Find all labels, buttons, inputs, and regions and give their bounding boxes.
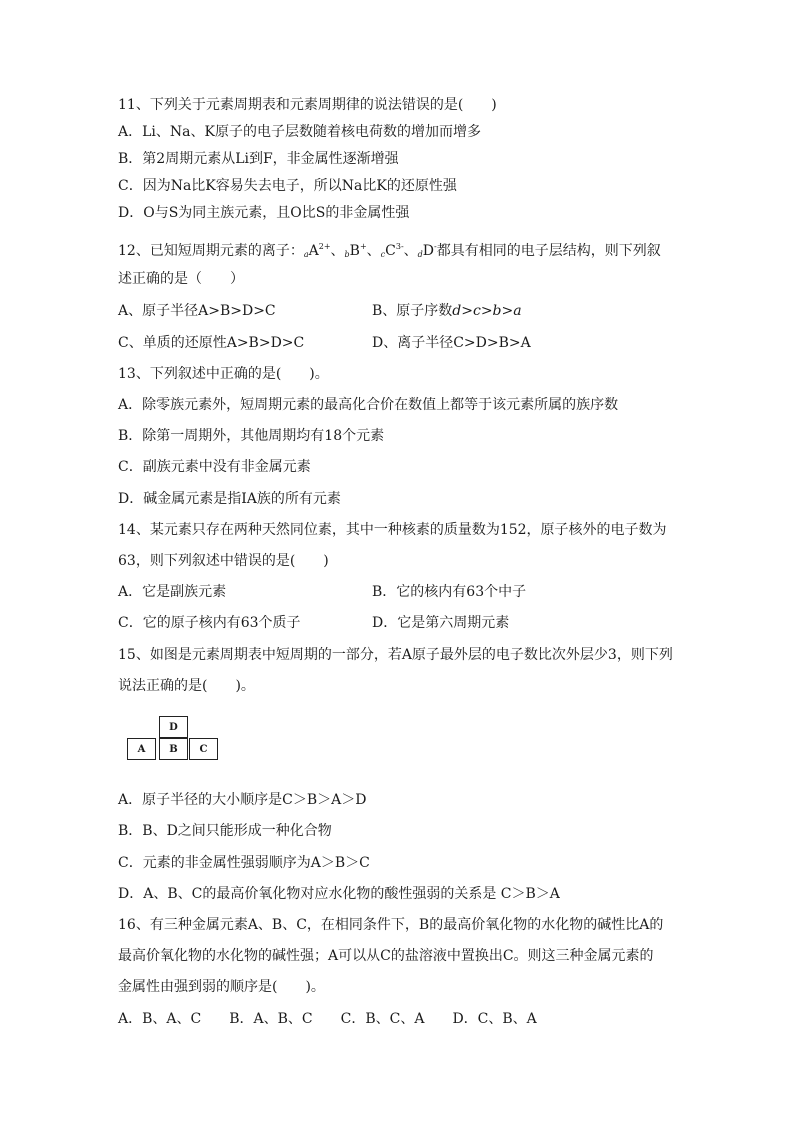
q12-stem-suffix: 都具有相同的电子层结构，则下列叙 xyxy=(436,243,661,259)
q15-option-b: B．B、D之间只能形成一种化合物 xyxy=(118,823,332,839)
q15-option-a: A．原子半径的大小顺序是C＞B＞A＞D xyxy=(118,792,367,808)
q11-option-a: A．Li、Na、K原子的电子层数随着核电荷数的增加而增多 xyxy=(118,124,481,140)
q13-option-b: B．除第一周期外，其他周期均有18个元素 xyxy=(118,428,385,444)
q11-option-d: D．O与S为同主族元素，且O比S的非金属性强 xyxy=(118,205,410,221)
q15-stem-line1: 15、如图是元素周期表中短周期的一部分，若A原子最外层的电子数比次外层少3，则下列 xyxy=(118,647,673,663)
q11-option-b: B．第2周期元素从Li到F，非金属性逐渐增强 xyxy=(118,151,399,167)
cell-a: A xyxy=(127,738,156,760)
cell-b: B xyxy=(159,738,188,760)
q11-option-c: C．因为Na比K容易失去电子，所以Na比K的还原性强 xyxy=(118,178,457,194)
q12-stem-line2: 述正确的是（ ） xyxy=(118,271,244,287)
q12-stem-line1: 12、已知短周期元素的离子：$_aA^{2+}$、$_b$B+、$_cC^{3-}$、$_d$D-都具有相同的电子层结构，则下列叙 xyxy=(118,242,661,259)
cell-c: C xyxy=(189,738,218,760)
q12-option-c: C、单质的还原性A>B>D>C xyxy=(118,335,305,351)
q13-stem: 13、下列叙述中正确的是( )。 xyxy=(118,366,329,382)
ion-d: $_d$D- xyxy=(417,242,437,259)
ion-a: $_aA^{2+}$ xyxy=(303,242,331,259)
ion-c: $_cC^{3-}$ xyxy=(380,242,404,259)
q16-stem-line3: 金属性由强到弱的顺序是( )。 xyxy=(118,979,325,995)
q15-stem-line2: 说法正确的是( )。 xyxy=(118,678,255,694)
q14-stem-line2: 63，则下列叙述中错误的是( ) xyxy=(118,553,329,569)
q12-option-d: D、离子半径C>D>B>A xyxy=(372,335,531,351)
q12-option-b-order: d>c>b>a xyxy=(452,303,522,319)
q16-options: A．B、A、C B．A、B、C C．B、C、A D．C、B、A xyxy=(118,1011,537,1027)
cell-d: D xyxy=(159,716,188,738)
periodic-table-fragment xyxy=(127,716,219,764)
q13-option-a: A．除零族元素外，短周期元素的最高化合价在数值上都等于该元素所属的族序数 xyxy=(118,397,619,413)
q12-option-a: A、原子半径A>B>D>C xyxy=(118,303,276,319)
q12-option-b: B、原子序数d>c>b>a xyxy=(372,303,522,319)
ion-b: $_b$B+ xyxy=(344,242,367,259)
q14-stem-line1: 14、某元素只存在两种天然同位素，其中一种核素的质量数为152，原子核外的电子数为 xyxy=(118,522,667,538)
q14-option-c: C．它的原子核内有63个质子 xyxy=(118,615,301,631)
q15-option-d: D．A、B、C的最高价氧化物对应水化物的酸性强弱的关系是 C＞B＞A xyxy=(118,886,560,902)
q13-option-c: C．副族元素中没有非金属元素 xyxy=(118,459,311,475)
q15-option-c: C．元素的非金属性强弱顺序为A＞B＞C xyxy=(118,855,370,871)
q16-stem-line1: 16、有三种金属元素A、B、C，在相同条件下，B的最高价氧化物的水化物的碱性比A的 xyxy=(118,917,664,933)
q16-stem-line2: 最高价氧化物的水化物的碱性强；A可以从C的盐溶液中置换出C。则这三种金属元素的 xyxy=(118,948,654,964)
q13-option-d: D．碱金属元素是指ⅠA族的所有元素 xyxy=(118,491,341,507)
q14-option-b: B．它的核内有63个中子 xyxy=(372,584,527,600)
q14-option-d: D．它是第六周期元素 xyxy=(372,615,510,631)
q11-stem: 11、下列关于元素周期表和元素周期律的说法错误的是( ) xyxy=(118,97,497,113)
q14-option-a: A．它是副族元素 xyxy=(118,584,227,600)
q12-stem-prefix: 12、已知短周期元素的离子： xyxy=(118,243,304,259)
